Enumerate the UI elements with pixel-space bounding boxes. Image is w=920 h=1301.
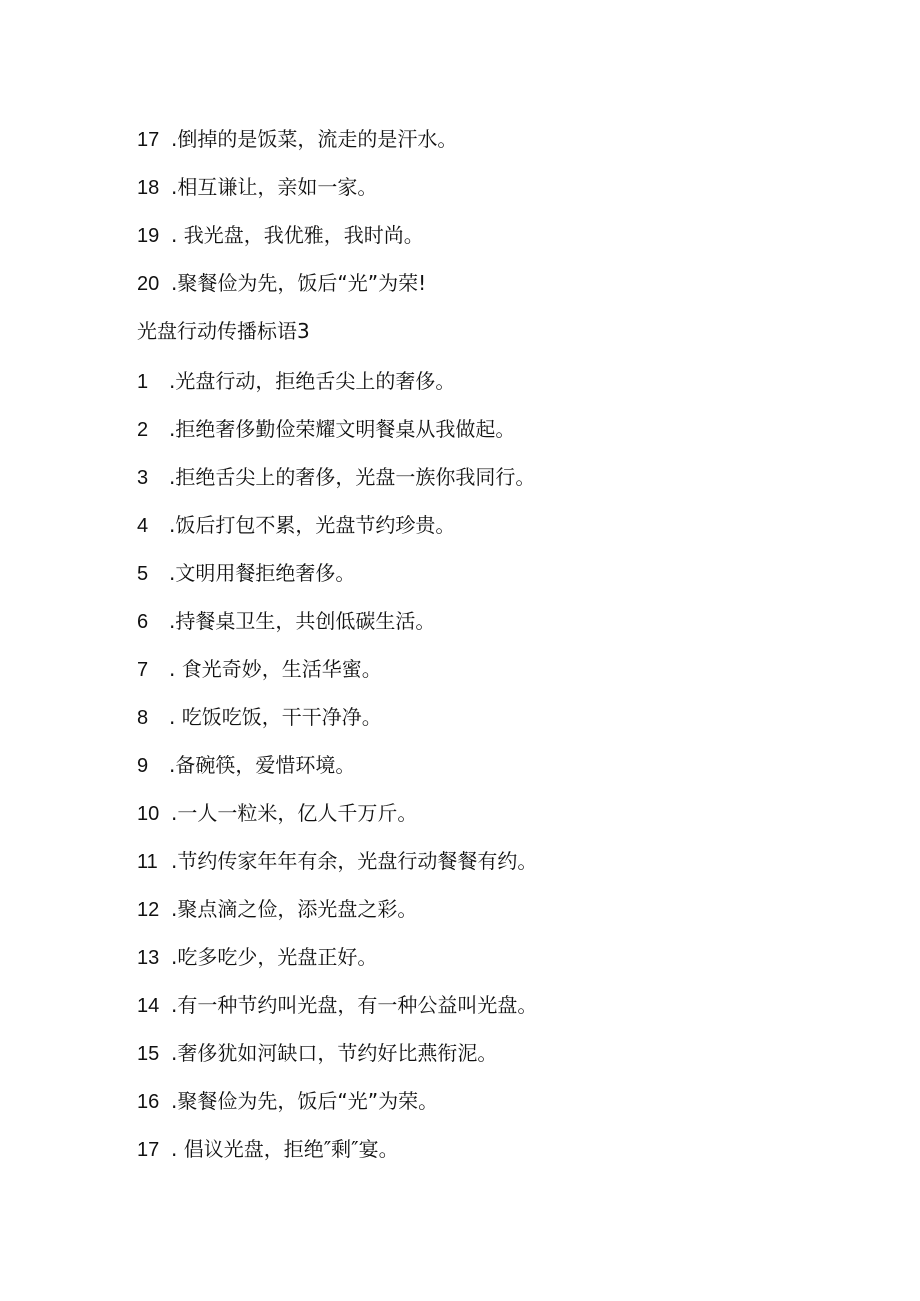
item-number: 4 — [137, 515, 149, 537]
item-text: .持餐桌卫生，共创低碳生活。 — [169, 609, 436, 633]
item-number: 15 — [137, 1043, 160, 1065]
item-number: 1 — [137, 371, 149, 393]
list-item — [137, 845, 537, 877]
item-text: .奢侈犹如河缺口，节约好比燕衔泥。 — [171, 1041, 498, 1065]
list-item — [137, 461, 535, 493]
item-number: 12 — [137, 899, 160, 921]
list-item — [137, 989, 537, 1021]
list-item — [137, 653, 382, 685]
item-text: .节约传家年年有余，光盘行动餐餐有约。 — [171, 849, 538, 873]
item-number: 18 — [137, 177, 160, 199]
item-text: .拒绝奢侈勤俭荣耀文明餐桌从我做起。 — [169, 417, 516, 441]
list-item — [137, 605, 435, 637]
item-number: 2 — [137, 419, 149, 441]
item-text: .光盘行动，拒绝舌尖上的奢侈。 — [169, 369, 456, 393]
item-text: .相互谦让，亲如一家。 — [171, 175, 378, 199]
list-item — [137, 413, 515, 445]
item-number: 5 — [137, 563, 149, 585]
list-item — [137, 701, 382, 733]
item-text: . 我光盘，我优雅，我时尚。 — [171, 223, 424, 247]
item-number: 17 — [137, 129, 160, 151]
list-item — [137, 1037, 497, 1069]
item-number: 14 — [137, 995, 160, 1017]
item-text: . 吃饭吃饭，干干净净。 — [169, 705, 382, 729]
list-item — [137, 509, 455, 541]
item-text: .吃多吃少，光盘正好。 — [171, 945, 378, 969]
list-item — [137, 557, 355, 589]
item-text: .倒掉的是饭菜，流走的是汗水。 — [171, 127, 458, 151]
list-item — [137, 749, 355, 781]
list-item — [137, 1085, 438, 1117]
item-text: .一人一粒米，亿人千万斤。 — [171, 801, 418, 825]
item-number: 8 — [137, 707, 149, 729]
item-text: .聚点滴之俭，添光盘之彩。 — [171, 897, 418, 921]
item-number: 17 — [137, 1139, 160, 1161]
item-text: .饭后打包不累，光盘节约珍贵。 — [169, 513, 456, 537]
item-number: 19 — [137, 225, 160, 247]
item-text: .备碗筷，爱惜环境。 — [169, 753, 356, 777]
item-number: 6 — [137, 611, 149, 633]
item-text: .文明用餐拒绝奢侈。 — [169, 561, 356, 585]
item-text: .聚餐俭为先，饭后“光”为荣。 — [171, 1089, 439, 1113]
list-item — [137, 1133, 399, 1165]
list-item — [137, 893, 417, 925]
item-text: .拒绝舌尖上的奢侈，光盘一族你我同行。 — [169, 465, 536, 489]
item-number: 11 — [137, 851, 158, 873]
item-number: 9 — [137, 755, 149, 777]
item-number: 3 — [137, 467, 149, 489]
item-text: .有一种节约叫光盘，有一种公益叫光盘。 — [171, 993, 538, 1017]
item-text: . 食光奇妙，生活华蜜。 — [169, 657, 382, 681]
item-number: 20 — [137, 273, 160, 295]
list-item — [137, 123, 457, 155]
list-item — [137, 171, 377, 203]
list-item — [137, 797, 417, 829]
list-item — [137, 365, 455, 397]
item-number: 7 — [137, 659, 149, 681]
item-number: 10 — [137, 803, 160, 825]
section-heading: 光盘行动传播标语3 — [137, 319, 310, 343]
list-item — [137, 941, 377, 973]
list-item — [137, 219, 424, 251]
list-item — [137, 267, 426, 299]
item-number: 13 — [137, 947, 160, 969]
item-text: . 倡议光盘，拒绝″剩″宴。 — [171, 1137, 399, 1161]
item-text: .聚餐俭为先，饭后“光”为荣! — [171, 271, 427, 295]
item-number: 16 — [137, 1091, 160, 1113]
